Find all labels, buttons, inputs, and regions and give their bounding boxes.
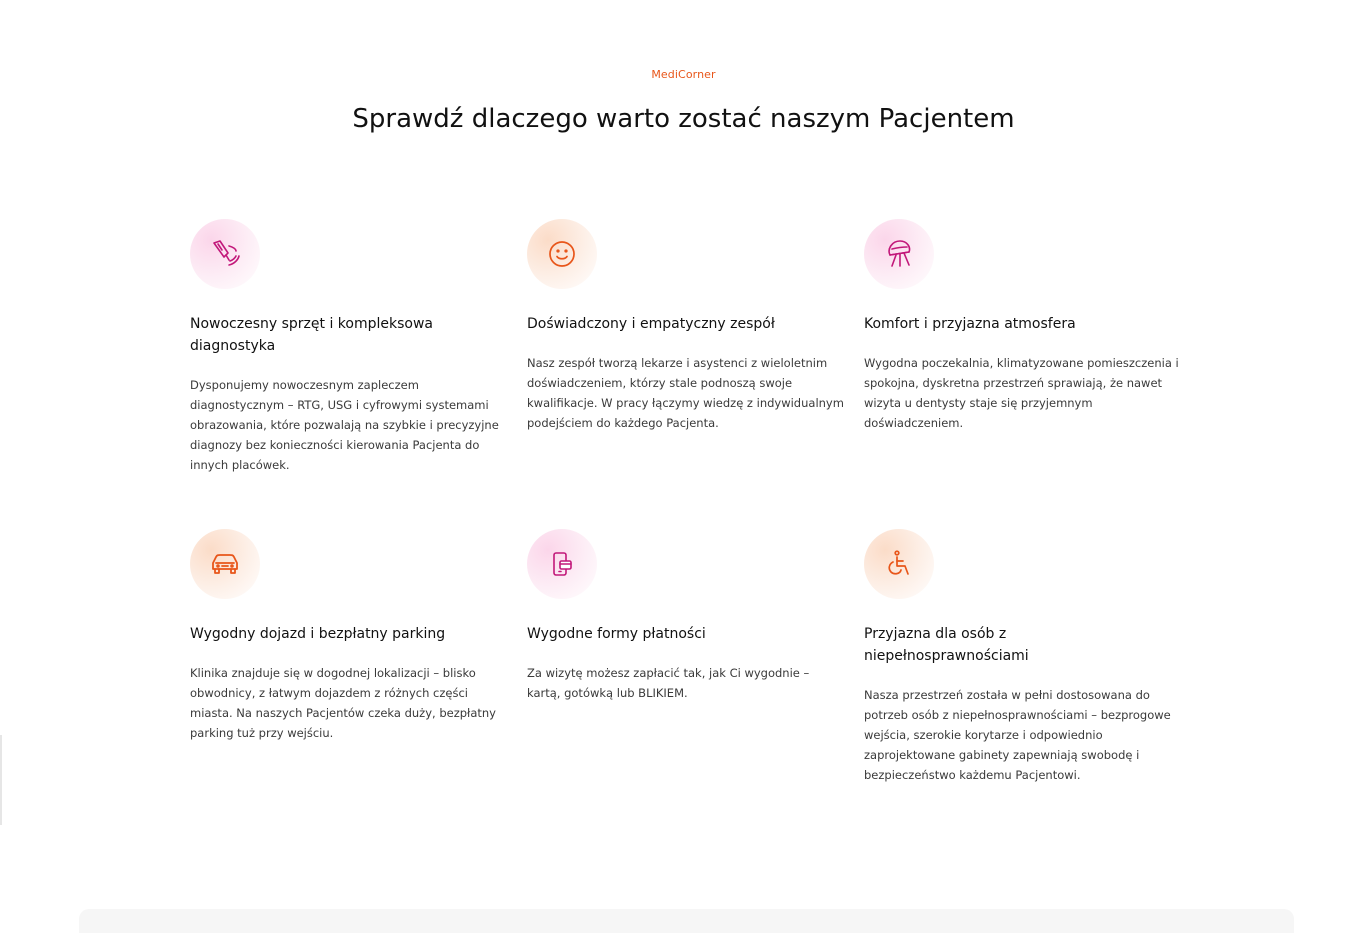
feature-description: Dysponujemy nowoczesnym zapleczem diagnostycznym – RTG, USG i cyfrowymi systemami obrazowania, które pozwalają na szybkie i precyzyjne diagnozy bez konieczności kierowania Pacjenta do innych placówek. bbox=[190, 378, 499, 472]
next-section-panel bbox=[79, 909, 1294, 933]
feature-icon-badge bbox=[190, 219, 260, 289]
smiley-face-icon bbox=[545, 237, 579, 271]
feature-description: Klinika znajduje się w dogodnej lokalizacji – blisko obwodnicy, z łatwym dojazdem z różnych części miasta. Na naszych Pacjentów czeka duży, bezpłatny parking tuż przy wejściu. bbox=[190, 666, 496, 740]
section-eyebrow: MediCorner bbox=[651, 68, 716, 81]
section-headline: Sprawdź dlaczego warto zostać naszym Pacjentem bbox=[352, 104, 1015, 134]
feature-title: Komfort i przyjazna atmosfera bbox=[864, 316, 1076, 332]
feature-title: Wygodny dojazd i bezpłatny parking bbox=[190, 626, 446, 642]
car-icon bbox=[208, 547, 242, 581]
feature-icon-badge bbox=[864, 219, 934, 289]
feature-title: Doświadczony i empatyczny zespół bbox=[527, 316, 775, 332]
ultrasound-probe-icon bbox=[208, 237, 242, 271]
feature-description: Nasza przestrzeń została w pełni dostosowana do potrzeb osób z niepełnosprawnościami – bezprogowe wejścia, szerokie korytarze i odpowiednio zaprojektowane gabinety zapewniają swobodę i bezpieczeństwo każdemu Pacjentowi. bbox=[864, 688, 1171, 782]
feature-icon-badge bbox=[864, 529, 934, 599]
feature-card bbox=[864, 219, 1190, 529]
feature-icon-badge bbox=[527, 529, 597, 599]
feature-card bbox=[190, 219, 527, 529]
features-grid bbox=[190, 219, 1190, 782]
feature-description: Nasz zespół tworzą lekarze i asystenci z wieloletnim doświadczeniem, którzy stale podnoszą swoje kwalifikacje. W pracy łączymy wiedzę z indywidualnym podejściem do każdego Pacjenta. bbox=[527, 356, 844, 430]
feature-description: Wygodna poczekalnia, klimatyzowane pomieszczenia i spokojna, dyskretna przestrzeń sprawiają, że nawet wizyta u dentysty staje się przyjemnym doświadczeniem. bbox=[864, 356, 1179, 430]
feature-card bbox=[190, 529, 527, 779]
feature-description: Za wizytę możesz zapłacić tak, jak Ci wygodnie – kartą, gotówką lub BLIKIEM. bbox=[527, 666, 810, 700]
phone-card-payment-icon bbox=[545, 547, 579, 581]
wheelchair-icon bbox=[882, 547, 916, 581]
scroll-edge-indicator bbox=[0, 735, 2, 825]
feature-icon-badge bbox=[527, 219, 597, 289]
feature-title: Nowoczesny sprzęt i kompleksowa diagnostyka bbox=[190, 316, 433, 354]
lounge-chair-icon bbox=[882, 237, 916, 271]
feature-card bbox=[527, 529, 864, 779]
feature-card bbox=[527, 219, 864, 529]
feature-card bbox=[864, 529, 1190, 782]
feature-icon-badge bbox=[190, 529, 260, 599]
feature-title: Wygodne formy płatności bbox=[527, 626, 706, 642]
feature-title: Przyjazna dla osób z niepełnosprawnościami bbox=[864, 626, 1029, 664]
